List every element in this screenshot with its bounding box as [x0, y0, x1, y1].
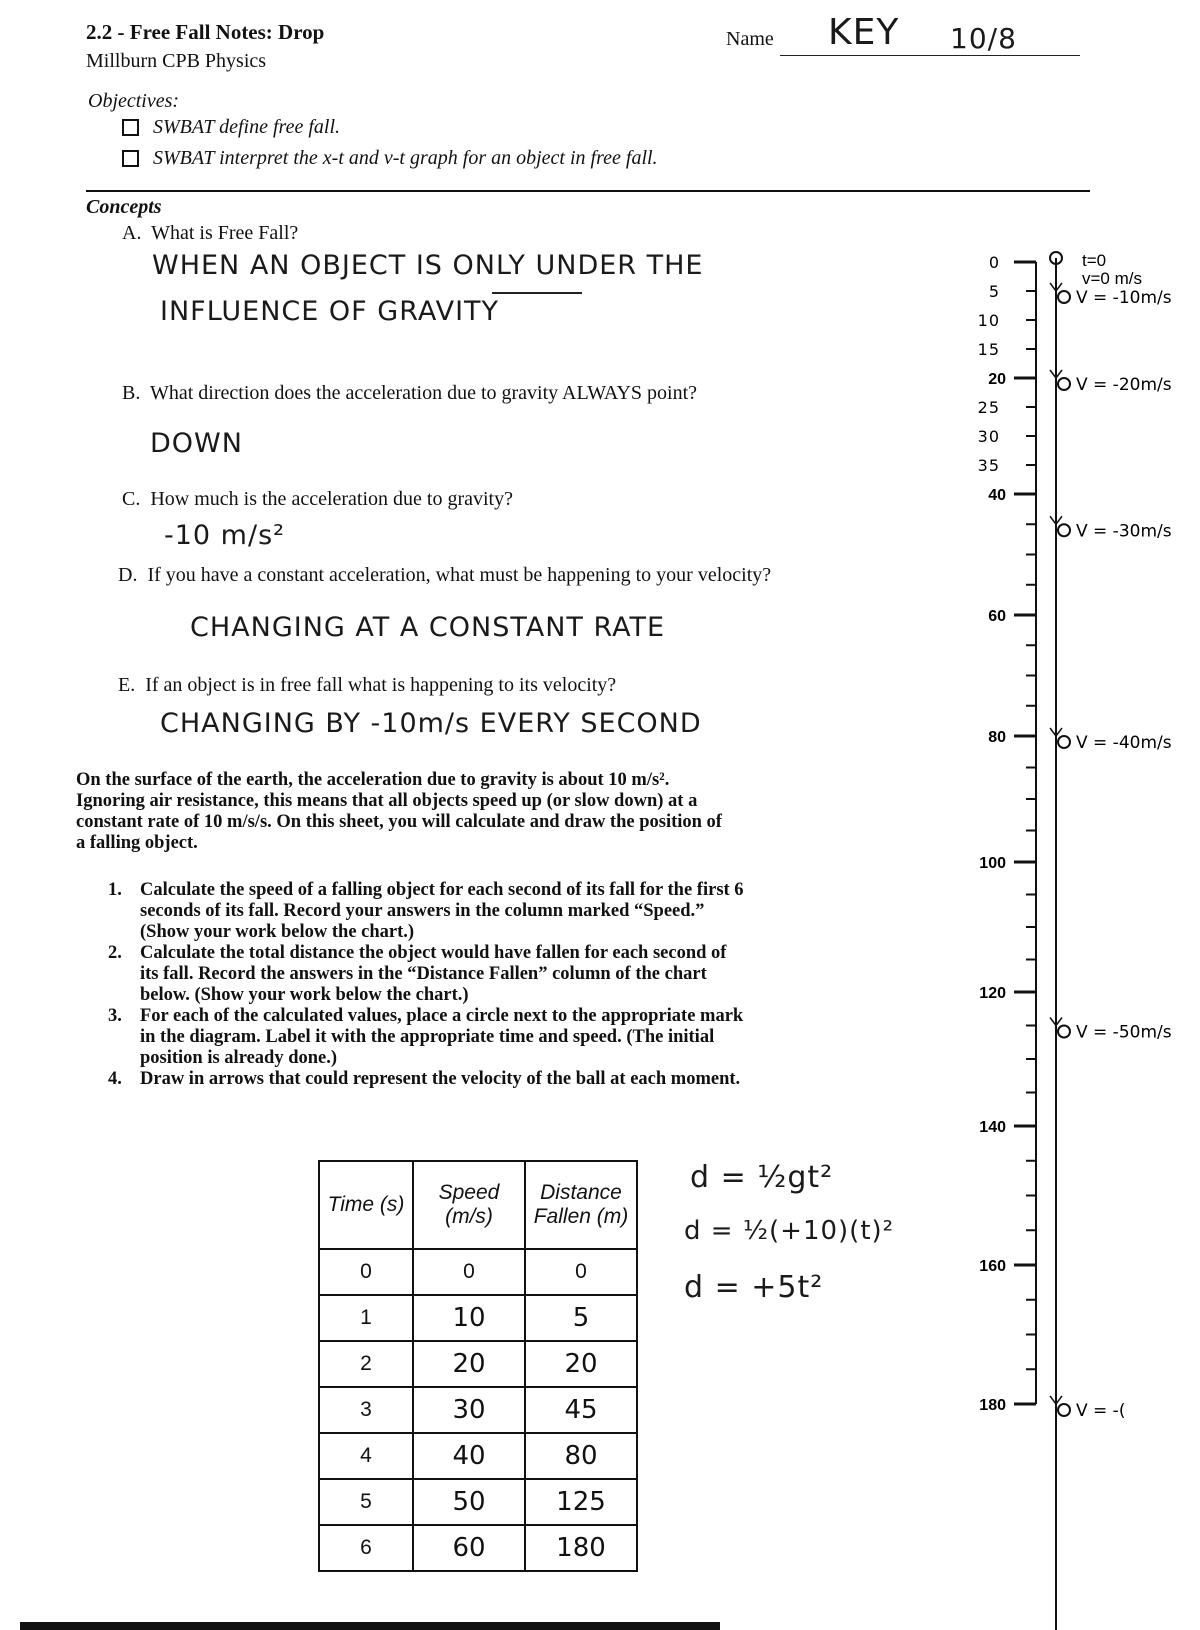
scale-label-handwritten: 35: [977, 456, 1000, 475]
item-number: 1.: [108, 880, 122, 900]
question-label: B.: [122, 382, 141, 404]
name-value: KEY: [828, 12, 900, 53]
question-text: How much is the acceleration due to gravity?: [150, 488, 513, 510]
distance-cell: 5: [525, 1295, 637, 1341]
scale-label-handwritten: 15: [977, 340, 1000, 359]
scale-label-handwritten: 25: [977, 398, 1000, 417]
item-number: 2.: [108, 943, 122, 963]
answer-a-line-1: WHEN AN OBJECT IS ONLY UNDER THE: [152, 250, 704, 281]
speed-cell: 60: [413, 1525, 525, 1571]
scale-label: 100: [979, 855, 1006, 872]
column-header-time: Time (s): [319, 1161, 413, 1249]
position-marker: [1058, 736, 1070, 748]
scale-label-handwritten: 5: [988, 282, 1000, 301]
item-number: 3.: [108, 1006, 122, 1026]
time-cell: 3: [319, 1387, 413, 1433]
equation-3: d = +5t²: [684, 1270, 824, 1305]
scale-label: 20: [988, 371, 1006, 388]
time-cell: 6: [319, 1525, 413, 1571]
scale-label: 180: [979, 1397, 1006, 1414]
equation-2: d = ½(+10)(t)²: [684, 1216, 895, 1246]
question-text: If an object is in free fall what is happening to its velocity?: [145, 674, 617, 696]
course-name: Millburn CPB Physics: [86, 50, 267, 72]
scale-label-handwritten: 0: [988, 253, 1000, 272]
question-text: What direction does the acceleration due to gravity ALWAYS point?: [149, 382, 698, 404]
time-cell: 1: [319, 1295, 413, 1341]
speed-cell: 40: [413, 1433, 525, 1479]
question-text: If you have a constant acceleration, what must be happening to your velocity?: [147, 564, 772, 586]
item-text: Calculate the total distance the object would have fallen for each second of its fall. Record the answers in the “Distance Fallen” column of the chart below. (Show your work below the chart.): [140, 943, 727, 1005]
position-marker: [1058, 1026, 1070, 1038]
speed-cell: 50: [413, 1479, 525, 1525]
speed-cell: 10: [413, 1295, 525, 1341]
scale-ticks: [1014, 262, 1036, 1404]
name-label: Name: [726, 28, 774, 50]
scale-label: 60: [988, 608, 1006, 625]
distance-cell: 125: [525, 1479, 637, 1525]
item-text: For each of the calculated values, place a circle next to the appropriate mark in the diagram. Label it with the appropriate time and speed. (The initial position is already done.): [140, 1006, 744, 1068]
answer-e: CHANGING BY -10m/s EVERY SECOND: [160, 708, 702, 739]
velocity-label: V = -20m/s: [1076, 375, 1172, 395]
scale-label: 160: [979, 1258, 1006, 1275]
speed-cell: 20: [413, 1341, 525, 1387]
answer-c: -10 m/s²: [164, 520, 285, 551]
answer-b: DOWN: [150, 428, 243, 459]
question-label: A.: [122, 222, 142, 244]
distance-cell: 180: [525, 1525, 637, 1571]
date-value: 10/8: [950, 22, 1017, 55]
page-edge-mark: [20, 1622, 720, 1630]
concepts-heading: Concepts: [86, 196, 162, 218]
column-header-speed: Speed (m/s): [413, 1161, 525, 1249]
speed-cell: 30: [413, 1387, 525, 1433]
scale-label: 80: [988, 729, 1006, 746]
answer-a-line-2: INFLUENCE OF GRAVITY: [160, 296, 500, 327]
distance-cell: 0: [525, 1249, 637, 1295]
distance-cell: 20: [525, 1341, 637, 1387]
time-cell: 2: [319, 1341, 413, 1387]
intro-paragraph: On the surface of the earth, the acceleration due to gravity is about 10 m/s². Ignoring air resistance, this means that all objects speed up (or slow down) at a constant rate of 10 m/s/s. On this sheet, you will calculate and draw the position of a falling object.: [76, 770, 722, 853]
question-label: C.: [122, 488, 141, 510]
position-marker: [1058, 1404, 1070, 1416]
question-text: What is Free Fall?: [151, 222, 299, 244]
scale-label-handwritten: 30: [977, 427, 1000, 446]
equation-1: d = ½gt²: [690, 1160, 834, 1195]
velocity-label: V = -50m/s: [1076, 1022, 1172, 1043]
velocity-label: V = -10m/s: [1076, 288, 1172, 308]
distance-cell: 80: [525, 1433, 637, 1479]
scale-labels: [978, 251, 1172, 1421]
objectives-heading: Objectives:: [88, 90, 180, 112]
question-label: D.: [118, 564, 138, 586]
column-header-distance: Distance Fallen (m): [525, 1161, 637, 1249]
position-marker: [1058, 524, 1070, 536]
item-number: 4.: [108, 1069, 122, 1089]
scale-label: 40: [988, 487, 1006, 504]
scale-label: 120: [979, 985, 1006, 1002]
scale-label-handwritten: 10: [977, 311, 1000, 330]
velocity-label: V = -(: [1076, 1401, 1126, 1421]
initial-time-label: t=0: [1082, 251, 1107, 270]
velocity-label: V = -40m/s: [1076, 733, 1172, 753]
item-text: Calculate the speed of a falling object for each second of its fall for the first 6 seconds of its fall. Record your answers in the column marked “Speed.” (Show your work below the chart.): [140, 880, 744, 942]
velocity-label: V = -30m/s: [1076, 521, 1172, 542]
position-marker: [1058, 291, 1070, 303]
position-marker: [1058, 378, 1070, 390]
objective-text: SWBAT interpret the x-t and v-t graph for an object in free fall.: [153, 147, 658, 169]
question-label: E.: [118, 674, 136, 696]
distance-cell: 45: [525, 1387, 637, 1433]
initial-velocity-label: v=0 m/s: [1082, 269, 1142, 288]
speed-cell: 0: [413, 1249, 525, 1295]
objective-text: SWBAT define free fall.: [153, 116, 341, 138]
worksheet-title: 2.2 - Free Fall Notes: Drop: [86, 20, 325, 44]
time-cell: 0: [319, 1249, 413, 1295]
time-cell: 4: [319, 1433, 413, 1479]
item-text: Draw in arrows that could represent the velocity of the ball at each moment.: [140, 1069, 741, 1089]
answer-d: CHANGING AT A CONSTANT RATE: [190, 612, 666, 643]
scale-label: 140: [979, 1119, 1006, 1136]
time-cell: 5: [319, 1479, 413, 1525]
